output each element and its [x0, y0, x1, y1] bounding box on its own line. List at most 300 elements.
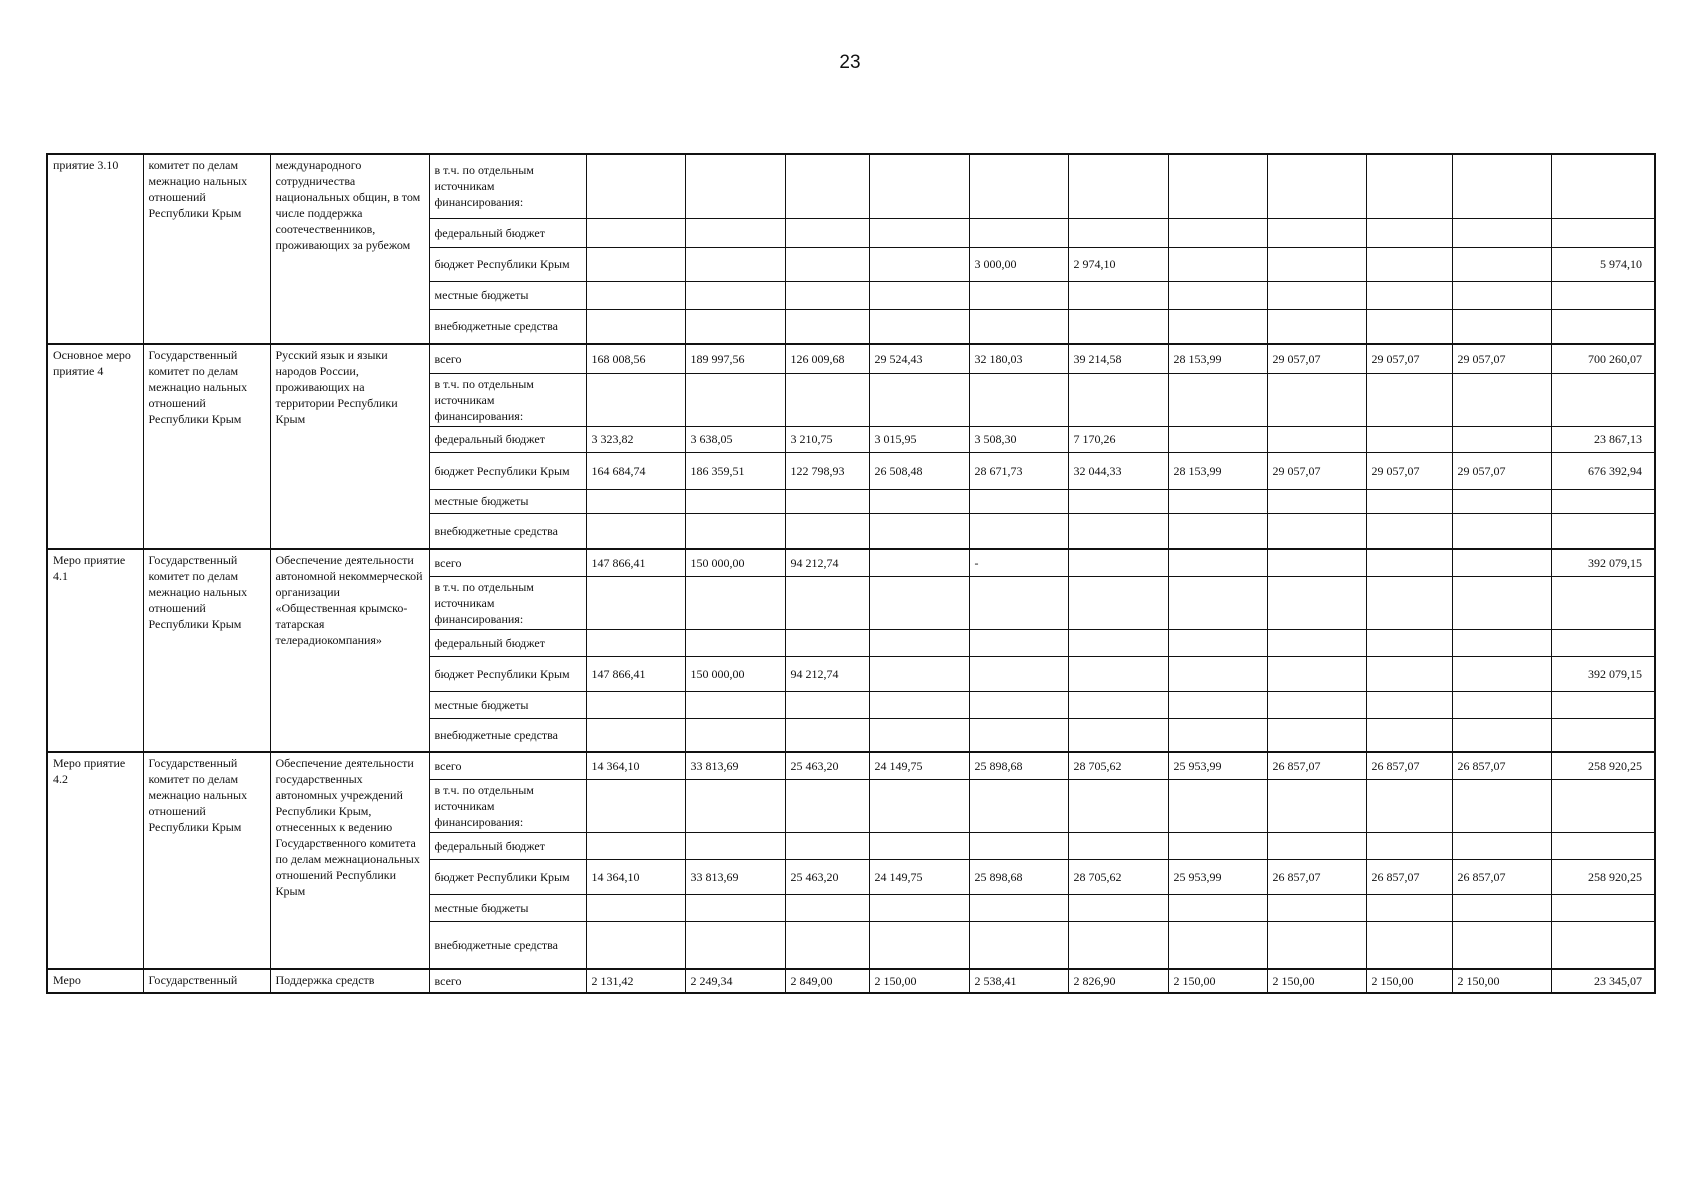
executor-cell: Государственный комитет по делам межнацио нальных отношений Республики Крым: [143, 344, 270, 549]
amount-cell: [785, 247, 869, 281]
amount-cell: [785, 832, 869, 859]
amount-cell: [1452, 154, 1551, 218]
funding-source-cell: федеральный бюджет: [429, 218, 586, 247]
amount-cell: [785, 218, 869, 247]
total-value-cell: [1551, 894, 1655, 921]
amount-cell: [586, 373, 685, 426]
amount-cell: [1366, 921, 1452, 969]
amount-cell: [1366, 549, 1452, 576]
amount-cell: [1068, 779, 1168, 832]
amount-cell: [685, 894, 785, 921]
executor-cell: комитет по делам межнацио нальных отношений Республики Крым: [143, 154, 270, 344]
amount-cell: [1267, 779, 1366, 832]
amount-cell: [1168, 718, 1267, 752]
total-value-cell: [1551, 154, 1655, 218]
amount-cell: [1452, 718, 1551, 752]
amount-cell: [586, 832, 685, 859]
amount-cell: [586, 281, 685, 309]
amount-cell: 2 150,00: [1452, 969, 1551, 993]
funding-source-cell: местные бюджеты: [429, 894, 586, 921]
total-value-cell: [1551, 832, 1655, 859]
amount-cell: [1068, 218, 1168, 247]
total-value-cell: [1551, 779, 1655, 832]
amount-cell: 25 463,20: [785, 859, 869, 894]
page-number: 23: [839, 52, 861, 73]
amount-cell: [1366, 426, 1452, 452]
amount-cell: [869, 629, 969, 656]
measure-name-cell: Русский язык и языки народов России, проживающих на территории Республики Крым: [270, 344, 429, 549]
amount-cell: [1168, 832, 1267, 859]
amount-cell: [685, 309, 785, 344]
total-value-cell: [1551, 921, 1655, 969]
amount-cell: [1366, 779, 1452, 832]
amount-cell: [1452, 489, 1551, 513]
amount-cell: [1068, 832, 1168, 859]
amount-cell: 3 000,00: [969, 247, 1068, 281]
amount-cell: [1168, 247, 1267, 281]
amount-cell: [1168, 426, 1267, 452]
amount-cell: [869, 247, 969, 281]
amount-cell: [1366, 218, 1452, 247]
measure-name-cell: Обеспечение деятельности государственных автономных учреждений Республики Крым, отнесенных к ведению Государственного комитета по делам межнациональных отношений Республики Крым: [270, 752, 429, 969]
amount-cell: [1366, 832, 1452, 859]
amount-cell: [1267, 691, 1366, 718]
amount-cell: 25 898,68: [969, 859, 1068, 894]
funding-source-cell: в т.ч. по отдельным источникам финансирования:: [429, 154, 586, 218]
amount-cell: [586, 247, 685, 281]
amount-cell: [969, 373, 1068, 426]
funding-source-cell: местные бюджеты: [429, 281, 586, 309]
funding-source-cell: в т.ч. по отдельным источникам финансирования:: [429, 576, 586, 629]
total-value-cell: 392 079,15: [1551, 549, 1655, 576]
funding-source-cell: внебюджетные средства: [429, 513, 586, 549]
amount-cell: 147 866,41: [586, 656, 685, 691]
amount-cell: [586, 718, 685, 752]
amount-cell: [969, 718, 1068, 752]
budget-group: [47, 344, 1655, 549]
amount-cell: [1168, 489, 1267, 513]
amount-cell: 2 150,00: [1168, 969, 1267, 993]
amount-cell: [785, 373, 869, 426]
executor-cell: Государственный комитет по делам межнацио нальных отношений Республики Крым: [143, 752, 270, 969]
amount-cell: [1068, 154, 1168, 218]
amount-cell: [785, 513, 869, 549]
amount-cell: [1168, 629, 1267, 656]
funding-source-cell: внебюджетные средства: [429, 921, 586, 969]
total-value-cell: [1551, 576, 1655, 629]
amount-cell: [969, 894, 1068, 921]
amount-cell: 26 857,07: [1452, 859, 1551, 894]
amount-cell: [969, 656, 1068, 691]
amount-cell: 29 057,07: [1452, 452, 1551, 489]
amount-cell: [1068, 373, 1168, 426]
total-value-cell: 700 260,07: [1551, 344, 1655, 373]
funding-source-cell: всего: [429, 969, 586, 993]
funding-source-cell: всего: [429, 344, 586, 373]
amount-cell: [869, 576, 969, 629]
amount-cell: [1267, 718, 1366, 752]
amount-cell: [1366, 513, 1452, 549]
amount-cell: [869, 779, 969, 832]
amount-cell: [1267, 373, 1366, 426]
amount-cell: 14 364,10: [586, 859, 685, 894]
measure-code-cell: Меро приятие 4.1: [47, 549, 143, 752]
amount-cell: [1168, 656, 1267, 691]
funding-source-cell: федеральный бюджет: [429, 426, 586, 452]
amount-cell: 32 180,03: [969, 344, 1068, 373]
amount-cell: [1168, 373, 1267, 426]
amount-cell: 33 813,69: [685, 859, 785, 894]
amount-cell: 94 212,74: [785, 549, 869, 576]
amount-cell: 32 044,33: [1068, 452, 1168, 489]
amount-cell: [586, 894, 685, 921]
amount-cell: [1267, 513, 1366, 549]
table-row: [47, 752, 1655, 779]
total-value-cell: 392 079,15: [1551, 656, 1655, 691]
amount-cell: 168 008,56: [586, 344, 685, 373]
amount-cell: [785, 921, 869, 969]
amount-cell: [586, 779, 685, 832]
amount-cell: [1452, 691, 1551, 718]
amount-cell: [1168, 576, 1267, 629]
total-value-cell: [1551, 629, 1655, 656]
funding-source-cell: в т.ч. по отдельным источникам финансирования:: [429, 779, 586, 832]
amount-cell: 26 508,48: [869, 452, 969, 489]
amount-cell: 2 538,41: [969, 969, 1068, 993]
total-value-cell: 5 974,10: [1551, 247, 1655, 281]
amount-cell: -: [969, 549, 1068, 576]
amount-cell: [1366, 154, 1452, 218]
amount-cell: [869, 281, 969, 309]
amount-cell: [1452, 549, 1551, 576]
amount-cell: [869, 218, 969, 247]
amount-cell: [1267, 309, 1366, 344]
amount-cell: [785, 691, 869, 718]
amount-cell: [785, 309, 869, 344]
amount-cell: [1366, 281, 1452, 309]
amount-cell: [969, 154, 1068, 218]
budget-group: [47, 752, 1655, 969]
amount-cell: [785, 281, 869, 309]
amount-cell: 26 857,07: [1267, 752, 1366, 779]
total-value-cell: 258 920,25: [1551, 752, 1655, 779]
amount-cell: [1267, 489, 1366, 513]
executor-cell: Государственный: [143, 969, 270, 993]
amount-cell: [1168, 691, 1267, 718]
amount-cell: 126 009,68: [785, 344, 869, 373]
amount-cell: [969, 921, 1068, 969]
amount-cell: [869, 549, 969, 576]
measure-code-cell: Меро: [47, 969, 143, 993]
amount-cell: [1452, 921, 1551, 969]
amount-cell: [586, 218, 685, 247]
amount-cell: [586, 513, 685, 549]
amount-cell: 28 705,62: [1068, 859, 1168, 894]
amount-cell: 25 898,68: [969, 752, 1068, 779]
amount-cell: [1452, 373, 1551, 426]
amount-cell: 3 323,82: [586, 426, 685, 452]
amount-cell: [785, 894, 869, 921]
total-value-cell: [1551, 281, 1655, 309]
amount-cell: [1366, 656, 1452, 691]
amount-cell: 26 857,07: [1366, 752, 1452, 779]
amount-cell: [1452, 513, 1551, 549]
amount-cell: [969, 779, 1068, 832]
amount-cell: [1068, 629, 1168, 656]
amount-cell: [1068, 576, 1168, 629]
amount-cell: [1452, 218, 1551, 247]
amount-cell: [969, 309, 1068, 344]
amount-cell: 26 857,07: [1366, 859, 1452, 894]
amount-cell: [969, 691, 1068, 718]
funding-source-cell: в т.ч. по отдельным источникам финансирования:: [429, 373, 586, 426]
amount-cell: 29 057,07: [1366, 344, 1452, 373]
amount-cell: [1366, 489, 1452, 513]
amount-cell: [685, 832, 785, 859]
amount-cell: [969, 832, 1068, 859]
amount-cell: [1267, 281, 1366, 309]
amount-cell: 2 150,00: [869, 969, 969, 993]
amount-cell: [869, 373, 969, 426]
amount-cell: [1168, 921, 1267, 969]
amount-cell: [685, 921, 785, 969]
amount-cell: [1267, 426, 1366, 452]
measure-name-cell: международного сотрудничества национальных общин, в том числе поддержка соотечественников, проживающих за рубежом: [270, 154, 429, 344]
amount-cell: [1068, 309, 1168, 344]
amount-cell: [685, 691, 785, 718]
amount-cell: [869, 718, 969, 752]
amount-cell: [1168, 309, 1267, 344]
amount-cell: [1168, 894, 1267, 921]
funding-source-cell: внебюджетные средства: [429, 718, 586, 752]
amount-cell: [685, 489, 785, 513]
amount-cell: 150 000,00: [685, 656, 785, 691]
total-value-cell: [1551, 513, 1655, 549]
amount-cell: [685, 154, 785, 218]
amount-cell: [1452, 247, 1551, 281]
measure-name-cell: Поддержка средств: [270, 969, 429, 993]
amount-cell: [586, 629, 685, 656]
amount-cell: [685, 779, 785, 832]
amount-cell: 29 524,43: [869, 344, 969, 373]
amount-cell: [586, 154, 685, 218]
amount-cell: [969, 218, 1068, 247]
amount-cell: [1366, 373, 1452, 426]
amount-cell: [685, 513, 785, 549]
amount-cell: [586, 309, 685, 344]
table-row: [47, 344, 1655, 373]
amount-cell: [685, 373, 785, 426]
amount-cell: [586, 489, 685, 513]
amount-cell: [1452, 894, 1551, 921]
amount-cell: 189 997,56: [685, 344, 785, 373]
amount-cell: 2 849,00: [785, 969, 869, 993]
amount-cell: 28 153,99: [1168, 344, 1267, 373]
amount-cell: [1366, 629, 1452, 656]
amount-cell: [685, 247, 785, 281]
amount-cell: [1267, 894, 1366, 921]
total-value-cell: 258 920,25: [1551, 859, 1655, 894]
amount-cell: 25 463,20: [785, 752, 869, 779]
amount-cell: [1068, 281, 1168, 309]
amount-cell: 3 638,05: [685, 426, 785, 452]
amount-cell: 39 214,58: [1068, 344, 1168, 373]
amount-cell: [1168, 779, 1267, 832]
amount-cell: [685, 629, 785, 656]
amount-cell: [1068, 921, 1168, 969]
amount-cell: [869, 921, 969, 969]
amount-cell: 2 249,34: [685, 969, 785, 993]
amount-cell: 25 953,99: [1168, 752, 1267, 779]
amount-cell: [1267, 832, 1366, 859]
total-value-cell: 676 392,94: [1551, 452, 1655, 489]
amount-cell: 28 671,73: [969, 452, 1068, 489]
amount-cell: 2 150,00: [1267, 969, 1366, 993]
executor-cell: Государственный комитет по делам межнацио нальных отношений Республики Крым: [143, 549, 270, 752]
total-value-cell: [1551, 489, 1655, 513]
amount-cell: [869, 489, 969, 513]
funding-source-cell: федеральный бюджет: [429, 832, 586, 859]
amount-cell: [1068, 549, 1168, 576]
total-value-cell: [1551, 718, 1655, 752]
amount-cell: [1366, 247, 1452, 281]
budget-group: [47, 969, 1655, 993]
amount-cell: [1068, 489, 1168, 513]
amount-cell: [1168, 513, 1267, 549]
funding-source-cell: федеральный бюджет: [429, 629, 586, 656]
amount-cell: [1452, 426, 1551, 452]
amount-cell: 2 150,00: [1366, 969, 1452, 993]
amount-cell: 33 813,69: [685, 752, 785, 779]
amount-cell: [785, 576, 869, 629]
table-row: [47, 549, 1655, 576]
amount-cell: 186 359,51: [685, 452, 785, 489]
amount-cell: [1267, 247, 1366, 281]
amount-cell: 28 153,99: [1168, 452, 1267, 489]
amount-cell: [1267, 218, 1366, 247]
amount-cell: [869, 691, 969, 718]
funding-source-cell: всего: [429, 549, 586, 576]
table-row: [47, 154, 1655, 218]
amount-cell: [1366, 691, 1452, 718]
amount-cell: 3 210,75: [785, 426, 869, 452]
measure-name-cell: Обеспечение деятельности автономной некоммерческой организации «Общественная крымско-татарская телерадиокомпания»: [270, 549, 429, 752]
funding-source-cell: бюджет Республики Крым: [429, 247, 586, 281]
amount-cell: [1452, 629, 1551, 656]
amount-cell: 94 212,74: [785, 656, 869, 691]
amount-cell: 2 974,10: [1068, 247, 1168, 281]
amount-cell: [969, 489, 1068, 513]
amount-cell: 2 826,90: [1068, 969, 1168, 993]
amount-cell: [969, 513, 1068, 549]
amount-cell: 122 798,93: [785, 452, 869, 489]
total-value-cell: [1551, 309, 1655, 344]
amount-cell: 28 705,62: [1068, 752, 1168, 779]
amount-cell: [785, 779, 869, 832]
amount-cell: [1267, 549, 1366, 576]
total-value-cell: [1551, 691, 1655, 718]
amount-cell: 29 057,07: [1267, 452, 1366, 489]
amount-cell: 25 953,99: [1168, 859, 1267, 894]
total-value-cell: [1551, 218, 1655, 247]
amount-cell: [1168, 281, 1267, 309]
amount-cell: [785, 718, 869, 752]
amount-cell: [1267, 656, 1366, 691]
amount-cell: [869, 154, 969, 218]
amount-cell: [1366, 576, 1452, 629]
measure-code-cell: приятие 3.10: [47, 154, 143, 344]
amount-cell: [1366, 894, 1452, 921]
budget-group: [47, 154, 1655, 344]
amount-cell: 3 508,30: [969, 426, 1068, 452]
amount-cell: [869, 656, 969, 691]
funding-source-cell: бюджет Республики Крым: [429, 452, 586, 489]
amount-cell: [1452, 656, 1551, 691]
amount-cell: 24 149,75: [869, 859, 969, 894]
total-value-cell: [1551, 373, 1655, 426]
amount-cell: 150 000,00: [685, 549, 785, 576]
funding-source-cell: местные бюджеты: [429, 489, 586, 513]
amount-cell: [869, 513, 969, 549]
total-value-cell: 23 867,13: [1551, 426, 1655, 452]
amount-cell: [969, 281, 1068, 309]
amount-cell: [785, 489, 869, 513]
amount-cell: 26 857,07: [1452, 752, 1551, 779]
amount-cell: [586, 691, 685, 718]
funding-source-cell: местные бюджеты: [429, 691, 586, 718]
amount-cell: [1068, 718, 1168, 752]
funding-source-cell: всего: [429, 752, 586, 779]
amount-cell: [869, 894, 969, 921]
amount-cell: [685, 218, 785, 247]
amount-cell: 24 149,75: [869, 752, 969, 779]
amount-cell: [869, 309, 969, 344]
amount-cell: [1168, 154, 1267, 218]
amount-cell: [1068, 513, 1168, 549]
amount-cell: [1168, 549, 1267, 576]
amount-cell: [685, 718, 785, 752]
amount-cell: [1452, 309, 1551, 344]
amount-cell: [1452, 281, 1551, 309]
amount-cell: 14 364,10: [586, 752, 685, 779]
measure-code-cell: Основное меро приятие 4: [47, 344, 143, 549]
amount-cell: 147 866,41: [586, 549, 685, 576]
amount-cell: [1452, 576, 1551, 629]
funding-source-cell: внебюджетные средства: [429, 309, 586, 344]
amount-cell: [1267, 629, 1366, 656]
total-value-cell: 23 345,07: [1551, 969, 1655, 993]
amount-cell: 2 131,42: [586, 969, 685, 993]
budget-table: [46, 153, 1656, 994]
amount-cell: [969, 576, 1068, 629]
amount-cell: 29 057,07: [1267, 344, 1366, 373]
amount-cell: [1068, 691, 1168, 718]
table-row: [47, 969, 1655, 993]
amount-cell: [785, 154, 869, 218]
amount-cell: [969, 629, 1068, 656]
amount-cell: 29 057,07: [1452, 344, 1551, 373]
amount-cell: [869, 832, 969, 859]
amount-cell: 7 170,26: [1068, 426, 1168, 452]
amount-cell: 26 857,07: [1267, 859, 1366, 894]
amount-cell: [685, 576, 785, 629]
amount-cell: [1452, 832, 1551, 859]
amount-cell: 29 057,07: [1366, 452, 1452, 489]
amount-cell: [586, 576, 685, 629]
amount-cell: [1267, 576, 1366, 629]
amount-cell: [1267, 921, 1366, 969]
amount-cell: [1366, 309, 1452, 344]
